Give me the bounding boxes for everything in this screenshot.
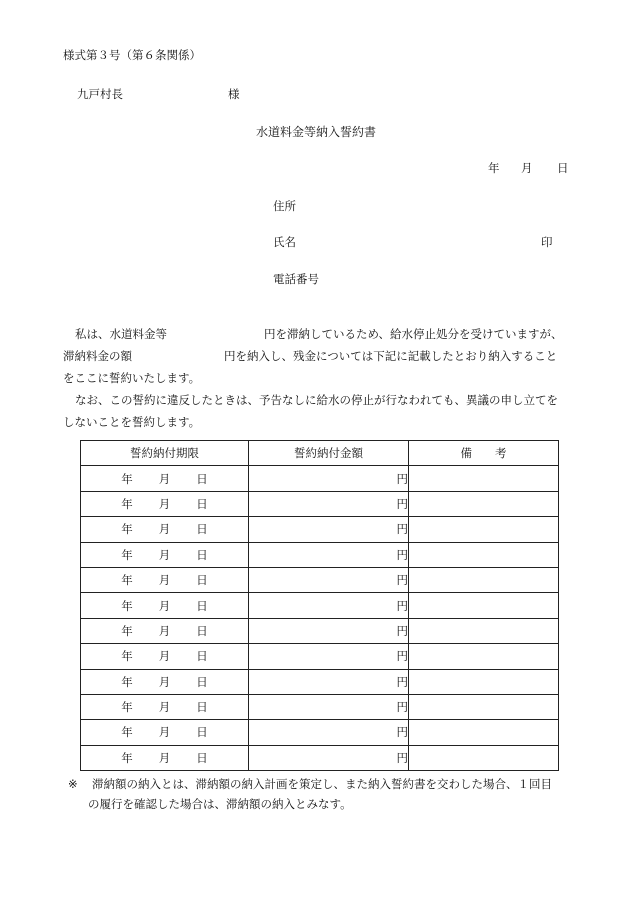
due-date-month-label: 月 (158, 649, 171, 664)
due-date-cell[interactable] (81, 593, 249, 618)
due-date-cell[interactable] (81, 618, 249, 643)
due-date-day-label: 日 (196, 547, 208, 562)
remarks-cell[interactable] (409, 669, 559, 694)
due-date-fields (81, 648, 248, 664)
due-date-month-label: 月 (158, 547, 171, 562)
amount-cell[interactable]: 円 (249, 567, 409, 592)
due-date-fields (81, 496, 248, 512)
due-date-fields (81, 724, 248, 740)
pledge-text-1d: 円を納入し、残金については下記に記載したとおり納入すること (224, 349, 558, 363)
due-date-day-label: 日 (196, 750, 208, 765)
pledge-paragraph-2: なお、この誓約に違反したときは、予告なしに給水の停止が行なわれても、異議の申し立てをしないことを誓約します。 (63, 393, 558, 429)
amount-cell[interactable]: 円 (249, 542, 409, 567)
due-date-cell[interactable] (81, 644, 249, 669)
due-date-cell[interactable] (81, 669, 249, 694)
phone-label: 電話番号 (273, 272, 319, 286)
due-date-year-label: 年 (121, 598, 133, 613)
due-date-cell[interactable] (81, 542, 249, 567)
table-row (81, 567, 559, 592)
amount-cell[interactable]: 円 (249, 644, 409, 669)
due-date-day-label: 日 (196, 725, 208, 740)
due-date-year-label: 年 (121, 623, 133, 638)
amount-cell[interactable]: 円 (249, 745, 409, 770)
addressee-honorific: 様 (228, 87, 240, 101)
table-row (81, 644, 559, 669)
due-date-year-label: 年 (121, 573, 133, 588)
due-date-year-label: 年 (121, 725, 133, 740)
due-date-year-label: 年 (121, 649, 133, 664)
due-date-month-label: 月 (158, 522, 171, 537)
amount-cell[interactable]: 円 (249, 593, 409, 618)
due-date-month-label: 月 (158, 573, 171, 588)
footnote-mark: ※ (68, 777, 78, 791)
footnote (68, 774, 568, 814)
table-row (81, 517, 559, 542)
due-date-year-label: 年 (121, 750, 133, 765)
due-date-day-label: 日 (196, 623, 208, 638)
name-label: 氏名 (273, 235, 296, 249)
pledge-text-1c: 滞納料金の額 (63, 349, 132, 363)
due-date-year-label: 年 (121, 522, 133, 537)
pledge-line-3: をここに誓約いたします。 (63, 371, 201, 385)
remarks-cell[interactable] (409, 745, 559, 770)
due-date-fields (81, 623, 248, 639)
address-label: 住所 (273, 199, 296, 213)
addressee-name: 九戸村長 (77, 87, 123, 101)
table-row (81, 618, 559, 643)
amount-cell[interactable]: 円 (249, 669, 409, 694)
amount-cell[interactable]: 円 (249, 694, 409, 719)
payment-plan-table (80, 440, 559, 771)
remarks-cell[interactable] (409, 593, 559, 618)
due-date-month-label: 月 (158, 623, 171, 638)
pledge-body (63, 323, 569, 433)
amount-cell[interactable]: 円 (249, 517, 409, 542)
due-date-fields (81, 572, 248, 588)
due-date-fields (81, 547, 248, 563)
due-date-year-label: 年 (121, 700, 133, 715)
table-row (81, 593, 559, 618)
due-date-year-label: 年 (121, 496, 133, 511)
footnote-text-1: 滞納額の納入とは、滞納額の納入計画を策定し、また納入誓約書を交わした場合、１回目 (92, 777, 552, 791)
header-due-date: 誓約納付期限 (81, 441, 249, 466)
remarks-cell[interactable] (409, 542, 559, 567)
due-date-fields (81, 674, 248, 690)
due-date-month-label: 月 (158, 750, 171, 765)
amount-cell[interactable]: 円 (249, 720, 409, 745)
table-row (81, 491, 559, 516)
remarks-cell[interactable] (409, 567, 559, 592)
due-date-month-label: 月 (158, 674, 171, 689)
due-date-cell[interactable] (81, 517, 249, 542)
header-amount: 誓約納付金額 (249, 441, 409, 466)
remarks-cell[interactable] (409, 644, 559, 669)
remarks-cell[interactable] (409, 694, 559, 719)
table-header-row (81, 441, 559, 466)
amount-cell[interactable]: 円 (249, 466, 409, 491)
header-remarks: 備 考 (409, 441, 559, 466)
pledge-text-1b: 円を滞納しているため、給水停止処分を受けていますが、 (264, 327, 563, 341)
document-title: 水道料金等納入誓約書 (256, 125, 377, 139)
due-date-year-label: 年 (121, 471, 133, 486)
due-date-year-label: 年 (121, 547, 133, 562)
table-row (81, 720, 559, 745)
remarks-cell[interactable] (409, 618, 559, 643)
due-date-fields (81, 521, 248, 537)
due-date-fields (81, 699, 248, 715)
due-date-month-label: 月 (158, 700, 171, 715)
due-date-fields (81, 598, 248, 614)
remarks-cell[interactable] (409, 517, 559, 542)
pledge-line-2 (63, 345, 569, 367)
due-date-year-label: 年 (121, 674, 133, 689)
due-date-day-label: 日 (196, 649, 208, 664)
due-date-cell[interactable] (81, 466, 249, 491)
due-date-cell[interactable] (81, 694, 249, 719)
remarks-cell[interactable] (409, 491, 559, 516)
due-date-day-label: 日 (196, 496, 208, 511)
amount-cell[interactable]: 円 (249, 618, 409, 643)
due-date-fields (81, 471, 248, 487)
due-date-month-label: 月 (158, 598, 171, 613)
footnote-line-2: の履行を確認した場合は、滞納額の納入とみなす。 (88, 797, 352, 811)
table-row (81, 694, 559, 719)
pledge-line-1 (63, 323, 569, 345)
due-date-day-label: 日 (196, 674, 208, 689)
due-date-day-label: 日 (196, 471, 208, 486)
due-date-day-label: 日 (196, 598, 208, 613)
due-date-cell[interactable] (81, 720, 249, 745)
seal-label: 印 (541, 235, 553, 249)
due-date-day-label: 日 (196, 522, 208, 537)
footnote-line-1 (68, 774, 568, 794)
pledge-text-1a: 私は、水道料金等 (75, 327, 167, 341)
due-date-day-label: 日 (196, 573, 208, 588)
date-year-label: 年 (488, 161, 500, 175)
due-date-cell[interactable] (81, 491, 249, 516)
due-date-cell[interactable] (81, 567, 249, 592)
remarks-cell[interactable] (409, 720, 559, 745)
due-date-day-label: 日 (196, 700, 208, 715)
amount-cell[interactable]: 円 (249, 491, 409, 516)
due-date-cell[interactable] (81, 745, 249, 770)
due-date-month-label: 月 (158, 496, 171, 511)
due-date-month-label: 月 (158, 725, 171, 740)
table-row (81, 745, 559, 770)
form-number: 様式第３号（第６条関係） (63, 48, 201, 62)
date-day-label: 日 (557, 161, 569, 175)
table-row (81, 466, 559, 491)
date-month-label: 月 (521, 161, 533, 175)
table-row (81, 669, 559, 694)
table-row (81, 542, 559, 567)
due-date-fields (81, 750, 248, 766)
due-date-month-label: 月 (158, 471, 171, 486)
remarks-cell[interactable] (409, 466, 559, 491)
